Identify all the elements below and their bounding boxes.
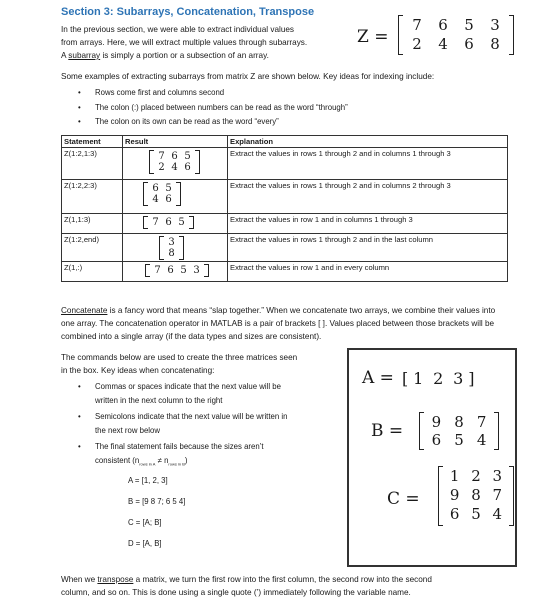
result-matrix [149, 150, 200, 174]
matrix-value: 6 [184, 162, 191, 173]
bracket-right [189, 216, 194, 229]
size-note-sub-b: rows in B [168, 461, 185, 467]
a-label: A = [362, 368, 394, 388]
matrix-row [149, 194, 175, 205]
matrix-row [444, 486, 508, 505]
bracket-right [509, 466, 514, 526]
command-line: C = [A; B] [128, 518, 162, 527]
matrix-value: 6 [171, 151, 178, 162]
matrix-value: 4 [476, 431, 487, 449]
command-line: D = [A, B] [128, 539, 162, 548]
concat-bullet-line: written in the next column to the right [95, 396, 223, 405]
matrix-value: 2 [158, 162, 165, 173]
size-note-sub-a: rows in A [139, 461, 156, 467]
c-label: C = [387, 489, 420, 509]
table-header-row [62, 136, 508, 148]
matrix-value: 6 [464, 35, 474, 53]
indexing-key-ideas [61, 86, 501, 130]
header-statement: Statement [62, 136, 123, 148]
matrix-row [165, 248, 178, 259]
matrix-row [165, 237, 178, 248]
size-note-neq: ≠ [155, 456, 165, 465]
matrix-value: 7 [152, 217, 159, 228]
matrix-value: 6 [165, 194, 172, 205]
table-row [62, 234, 508, 262]
bracket-left [149, 150, 154, 174]
bracket-right [176, 182, 181, 206]
concatenate-paragraph [61, 304, 501, 343]
matrix-value: 9 [449, 486, 460, 504]
a-value: 1 [413, 369, 424, 388]
result-cell [123, 262, 228, 282]
indexing-bullet: • Rows come first and columns second [61, 86, 501, 101]
command-line: A = [1, 2, 3] [128, 476, 168, 485]
commands-intro-line-1: The commands below are used to create the three matrices seen [61, 353, 298, 362]
matrix-value: 2 [412, 35, 422, 53]
result-cell [123, 214, 228, 234]
explanation-cell: Extract the values in rows 1 through 2 and in columns 2 through 3 [228, 180, 508, 214]
statement-cell: Z(1,1:3) [62, 214, 123, 234]
matrix-value: 7 [158, 151, 165, 162]
matrix-value: 6 [167, 265, 174, 276]
matrix-row [425, 413, 493, 431]
statement-cell: Z(1:2,1:3) [62, 148, 123, 180]
explanation-cell: Extract the values in row 1 and in every column [228, 262, 508, 282]
result-matrix [159, 236, 184, 260]
transpose-line-1 [61, 573, 541, 586]
transpose-line-2: column, and so on. This is done using a single quote (’) immediately following the variable name. [61, 588, 411, 597]
intro-line-3 [61, 49, 361, 62]
bracket-right [179, 236, 184, 260]
concatenate-text: is a fancy word that means “slap together.” When we concatenate two arrays, we combine their values into one array. The concatenation operator in MATLAB is a pair of brackets [ ]. Values placed between those brackets will be combined into a single array (if the data types and sizes are consistent). [61, 306, 496, 341]
matrix-value: 5 [180, 265, 187, 276]
result-matrix [143, 216, 194, 229]
commands-intro [61, 351, 346, 377]
intro-line-2: from arrays. Here, we will extract multiple values through subarrays. [61, 38, 308, 47]
header-result: Result [123, 136, 228, 148]
matrix-value: 6 [165, 217, 172, 228]
table-row [62, 148, 508, 180]
statement-cell: Z(1,:) [62, 262, 123, 282]
size-note-n: n [164, 456, 169, 465]
matrix-row [425, 431, 493, 449]
bracket-right [195, 150, 200, 174]
command-line: B = [9 8 7; 6 5 4] [128, 497, 186, 506]
explanation-cell: Extract the values in rows 1 through 2 and in columns 1 through 3 [228, 148, 508, 180]
result-matrix [143, 182, 181, 206]
matrix-value: 4 [438, 35, 448, 53]
intro-line-3-text: is simply a portion or a subsection of an array. [102, 51, 269, 60]
matrix-value: 6 [449, 505, 460, 523]
indexing-bullet: • The colon (:) placed between numbers can be read as the word “through” [61, 101, 501, 116]
subarray-term: subarray [68, 51, 101, 60]
concat-bullet-line: • Semicolons indicate that the next value will be written in [95, 412, 288, 421]
matrix-value: 8 [490, 35, 500, 53]
concat-bullet [61, 440, 346, 472]
table-row [62, 262, 508, 282]
matrix-row [444, 505, 508, 524]
explanation-cell: Extract the values in row 1 and in columns 1 through 3 [228, 214, 508, 234]
indexing-bullet: • The colon on its own can be read as the word “every” [61, 115, 501, 130]
concat-bullet-line: • The final statement fails because the sizes aren’t [95, 442, 264, 451]
matrix-value: 7 [412, 16, 422, 34]
size-note-n: n [134, 456, 140, 465]
transpose-prefix: When we [61, 575, 98, 584]
matrix-value: 4 [171, 162, 178, 173]
section-title: Section 3: Subarrays, Concatenation, Transpose [61, 6, 315, 18]
matrix-row [149, 217, 188, 228]
matrix-value: 5 [454, 431, 464, 449]
result-cell [123, 180, 228, 214]
bracket-left [398, 15, 403, 55]
concat-key-ideas [61, 380, 346, 472]
z-matrix [398, 15, 514, 55]
b-matrix [419, 412, 499, 450]
matrix-value: 5 [471, 505, 481, 523]
table-row [62, 180, 508, 214]
matrix-value: 1 [449, 467, 460, 485]
b-label: B = [371, 421, 404, 441]
matrix-value: 6 [152, 183, 159, 194]
matrix-value: 5 [165, 183, 172, 194]
result-cell [123, 148, 228, 180]
matrix-value: 4 [492, 505, 503, 523]
size-note-close: ) [184, 456, 188, 465]
bracket-left [143, 216, 148, 229]
concat-bullet-line: the next row below [95, 426, 161, 435]
bracket-left [438, 466, 443, 526]
matrix-value: 5 [178, 217, 185, 228]
bracket-left [419, 412, 424, 450]
matrix-value: 8 [454, 413, 464, 431]
intro-paragraph [61, 23, 361, 62]
matrix-value: 7 [154, 265, 161, 276]
a-row-vector: [ 1 2 3 ] [402, 369, 475, 388]
matrix-value: 8 [168, 248, 175, 259]
matrix-value: 3 [492, 467, 503, 485]
transpose-rest: a matrix, we turn the first row into the first column, the second row into the second [133, 575, 432, 584]
matrix-value: 2 [471, 467, 481, 485]
transpose-term: transpose [97, 575, 134, 584]
matrix-row [155, 151, 194, 162]
concat-bullet [61, 410, 346, 438]
concatenate-term: Concatenate [61, 306, 108, 315]
matrix-value: 4 [152, 194, 159, 205]
matlab-commands [128, 470, 185, 554]
matrix-value: 6 [431, 431, 442, 449]
c-matrix [438, 466, 514, 526]
z-label: Z = [357, 27, 389, 47]
subarray-examples-table [61, 135, 508, 282]
matrix-value: 3 [490, 16, 500, 34]
result-cell [123, 234, 228, 262]
matrix-row [155, 162, 194, 173]
table-row [62, 214, 508, 234]
matrix-value: 7 [476, 413, 487, 431]
concat-bullet-line [95, 454, 346, 472]
matrix-value: 6 [438, 16, 448, 34]
examples-heading: Some examples of extracting subarrays from matrix Z are shown below. Key ideas for indexing include: [61, 72, 435, 81]
bracket-right [204, 264, 209, 277]
explanation-cell: Extract the values in rows 1 through 2 and in the last column [228, 234, 508, 262]
statement-cell: Z(1:2,2:3) [62, 180, 123, 214]
a-value: 2 [433, 369, 444, 388]
concat-bullet-line: • Commas or spaces indicate that the next value will be [95, 382, 281, 391]
matrix-row [151, 265, 203, 276]
size-note-prefix: consistent ( [95, 456, 135, 465]
a-value: 3 [453, 369, 464, 388]
intro-line-1: In the previous section, we were able to extract individual values [61, 25, 295, 34]
statement-cell: Z(1:2,end) [62, 234, 123, 262]
matrix-row [444, 467, 508, 486]
bracket-left [143, 182, 148, 206]
matrix-value: 9 [431, 413, 442, 431]
matrix-value: 5 [184, 151, 191, 162]
transpose-paragraph [61, 573, 541, 599]
matrix-row [404, 16, 508, 35]
result-matrix [145, 264, 209, 277]
bracket-left [145, 264, 150, 277]
matrix-value: 3 [168, 237, 175, 248]
bracket-left [159, 236, 164, 260]
bracket-right [509, 15, 514, 55]
bracket-right [494, 412, 499, 450]
matrix-row [149, 183, 175, 194]
matrix-row [404, 35, 508, 54]
matrix-value: 8 [471, 486, 481, 504]
concat-bullet [61, 380, 346, 408]
intro-prefix: A [61, 51, 69, 60]
matrix-value: 5 [464, 16, 474, 34]
matrix-value: 3 [193, 265, 200, 276]
matrix-value: 7 [492, 486, 503, 504]
header-explanation: Explanation [228, 136, 508, 148]
commands-intro-line-2: in the box. Key ideas when concatenating: [61, 366, 215, 375]
